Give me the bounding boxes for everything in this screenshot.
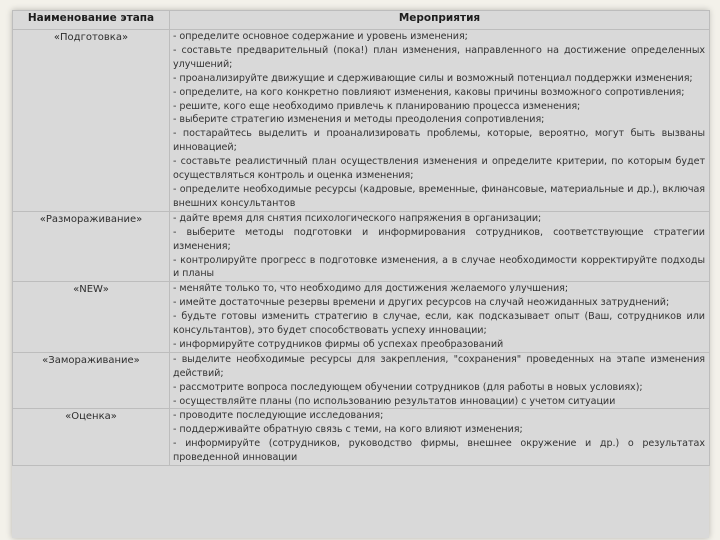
- activity-item: - выберите стратегию изменения и методы преодоления сопротивления;: [173, 114, 545, 126]
- activity-item: - контролируйте прогресс в подготовке изменения, а в случае необходимости корректируйте подходы и планы: [173, 254, 705, 280]
- activity-item: - проводите последующие исследования;: [173, 410, 384, 422]
- activity-item: - информируйте сотрудников фирмы об успехах преобразований: [173, 338, 504, 350]
- header-row: [13, 11, 710, 30]
- activity-item: - составьте реалистичный план осуществления изменения и определите критерии, по которым будет осуществляться контроль и оценка изменения;: [173, 156, 705, 182]
- table-row: [13, 352, 710, 409]
- table-row: [13, 409, 710, 466]
- table-row: [13, 30, 710, 212]
- activity-item: - составьте предварительный (пока!) план изменения, направленного на достижение определенных улучшений;: [173, 44, 705, 70]
- activity-item: - выделите необходимые ресурсы для закрепления, "сохранения" проведенных на этапе изменения действий;: [173, 353, 705, 379]
- stage-cell: «Оценка»: [13, 409, 170, 466]
- table-row: [13, 211, 710, 282]
- activity-item: - рассмотрите вопроса последующем обучении сотрудников (для работы в новых условиях);: [173, 381, 643, 393]
- header-stage: Наименование этапа: [13, 11, 170, 30]
- stage-cell: «Размораживание»: [13, 211, 170, 282]
- activity-item: - определите, на кого конкретно повлияют изменения, каковы причины возможного сопротивления;: [173, 86, 685, 98]
- activity-item: - проанализируйте движущие и сдерживающие силы и возможный потенциал поддержки изменения;: [173, 72, 693, 84]
- stage-cell: «NEW»: [13, 282, 170, 353]
- activity-item: - выберите методы подготовки и информирования сотрудников, соответствующие стратегии изменения;: [173, 226, 705, 252]
- activity-item: - определите основное содержание и уровень изменения;: [173, 31, 468, 42]
- activity-item: - поддерживайте обратную связь с теми, на кого влияют изменения;: [173, 424, 523, 436]
- activities-cell: [170, 211, 710, 282]
- activity-item: - решите, кого еще необходимо привлечь к планированию процесса изменения;: [173, 100, 581, 112]
- activity-item: - имейте достаточные резервы времени и других ресурсов на случай неожиданных затруднений;: [173, 297, 670, 309]
- activity-item: - постарайтесь выделить и проанализировать проблемы, которые, вероятно, могут быть вызваны инновацией;: [173, 128, 705, 154]
- activities-cell: [170, 352, 710, 409]
- activities-cell: [170, 30, 710, 212]
- activity-item: - определите необходимые ресурсы (кадровые, временные, финансовые, материальные и др.), включая внешних консультантов: [173, 183, 705, 209]
- activity-item: - меняйте только то, что необходимо для достижения желаемого улучшения;: [173, 283, 569, 295]
- activity-item: - дайте время для снятия психологического напряжения в организации;: [173, 212, 542, 224]
- activity-item: - будьте готовы изменить стратегию в случае, если, как подсказывает опыт (Ваш, сотрудников или консультантов), это будет способствовать успеху инновации;: [173, 311, 705, 337]
- table-row: [13, 282, 710, 353]
- document-page: [12, 10, 709, 538]
- activities-cell: [170, 282, 710, 353]
- activity-item: - осуществляйте планы (по использованию результатов инновации) с учетом ситуации: [173, 395, 616, 407]
- header-activities: Мероприятия: [170, 11, 710, 30]
- activities-cell: [170, 409, 710, 466]
- stage-cell: «Подготовка»: [13, 30, 170, 212]
- stage-cell: «Замораживание»: [13, 352, 170, 409]
- change-stages-table: [12, 10, 710, 466]
- activity-item: - информируйте (сотрудников, руководство фирмы, внешнее окружение и др.) о результатах проведенной инновации: [173, 438, 705, 464]
